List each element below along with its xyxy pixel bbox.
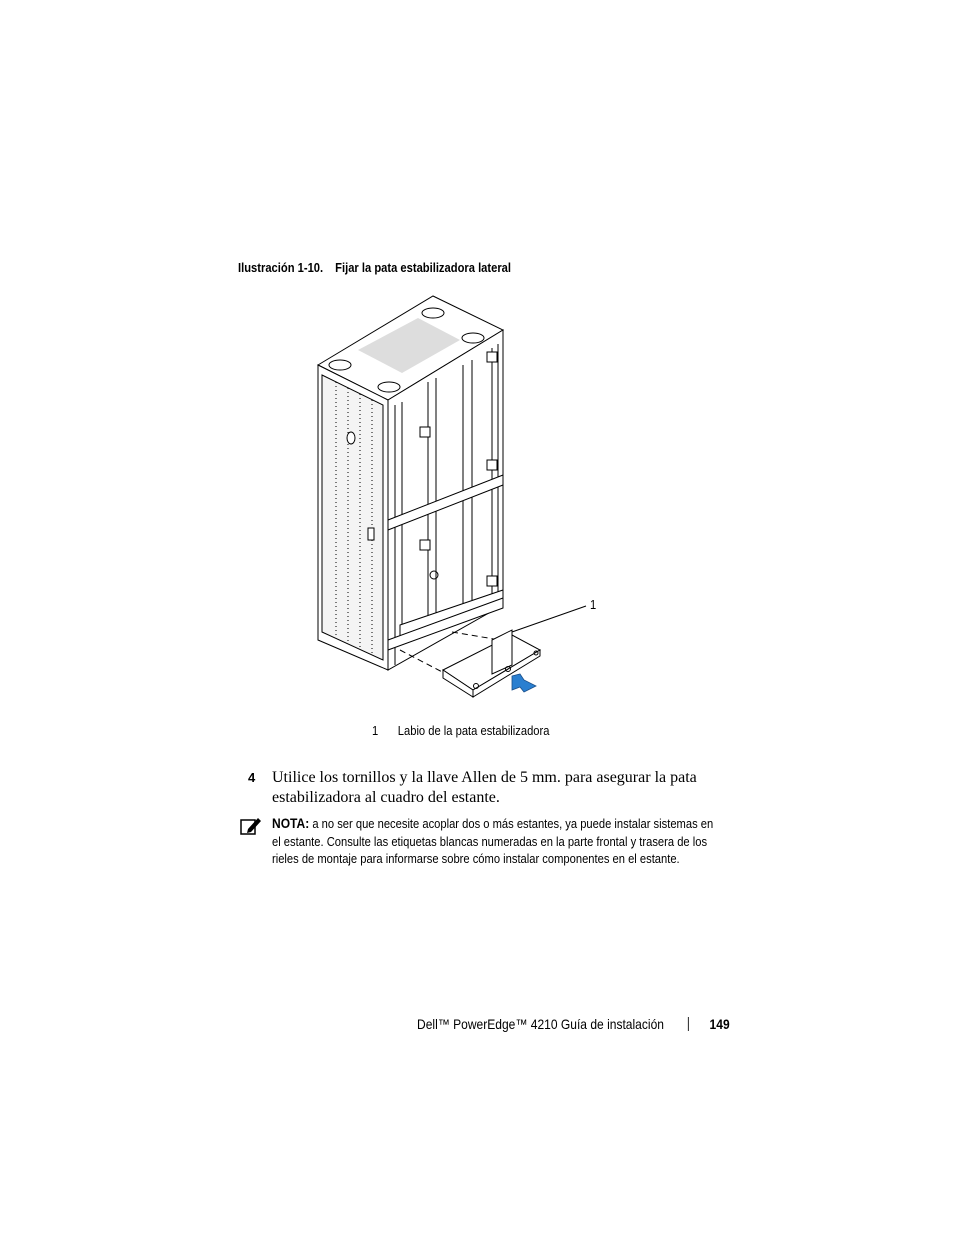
footer-title: Dell™ PowerEdge™ 4210 Guía de instalación (417, 1016, 664, 1032)
note (272, 815, 719, 868)
insert-arrow (512, 674, 536, 692)
figure-legend (372, 723, 549, 738)
footer-separator (688, 1017, 689, 1031)
legend-number: 1 (372, 723, 379, 738)
figure-caption-number: Ilustración 1-10. (238, 260, 324, 275)
callout-leader (512, 606, 586, 632)
step-number: 4 (248, 770, 256, 785)
pencil-note-icon (240, 815, 262, 837)
note-text: a no ser que necesite acoplar dos o más estantes, ya puede instalar sistemas en el estante. Consulte las etiquetas blancas numeradas en la parte frontal y trasera de los rieles de montaje para informarse sobre cómo instalar componentes en el estante. (272, 816, 714, 866)
step-text: Utilice los tornillos y la llave Allen de 5 mm. para asegurar la pata estabilizadora al cuadro del estante. (272, 769, 697, 806)
page-number: 149 (709, 1016, 730, 1032)
rack-stabilizer-illustration (310, 290, 610, 700)
legend-label: Labio de la pata estabilizadora (397, 723, 550, 738)
figure-caption (238, 260, 511, 275)
door-lock-hole (347, 432, 355, 444)
callout-number: 1 (590, 597, 597, 612)
rack-top-hole (462, 333, 484, 343)
figure-caption-title: Fijar la pata estabilizadora lateral (335, 260, 512, 275)
note-label: NOTA: (272, 815, 310, 831)
page-footer (417, 1016, 730, 1032)
rack-top-hole (329, 360, 351, 370)
door-handle (368, 528, 374, 540)
rack-top-hole (422, 308, 444, 318)
rack-top-hole (378, 382, 400, 392)
